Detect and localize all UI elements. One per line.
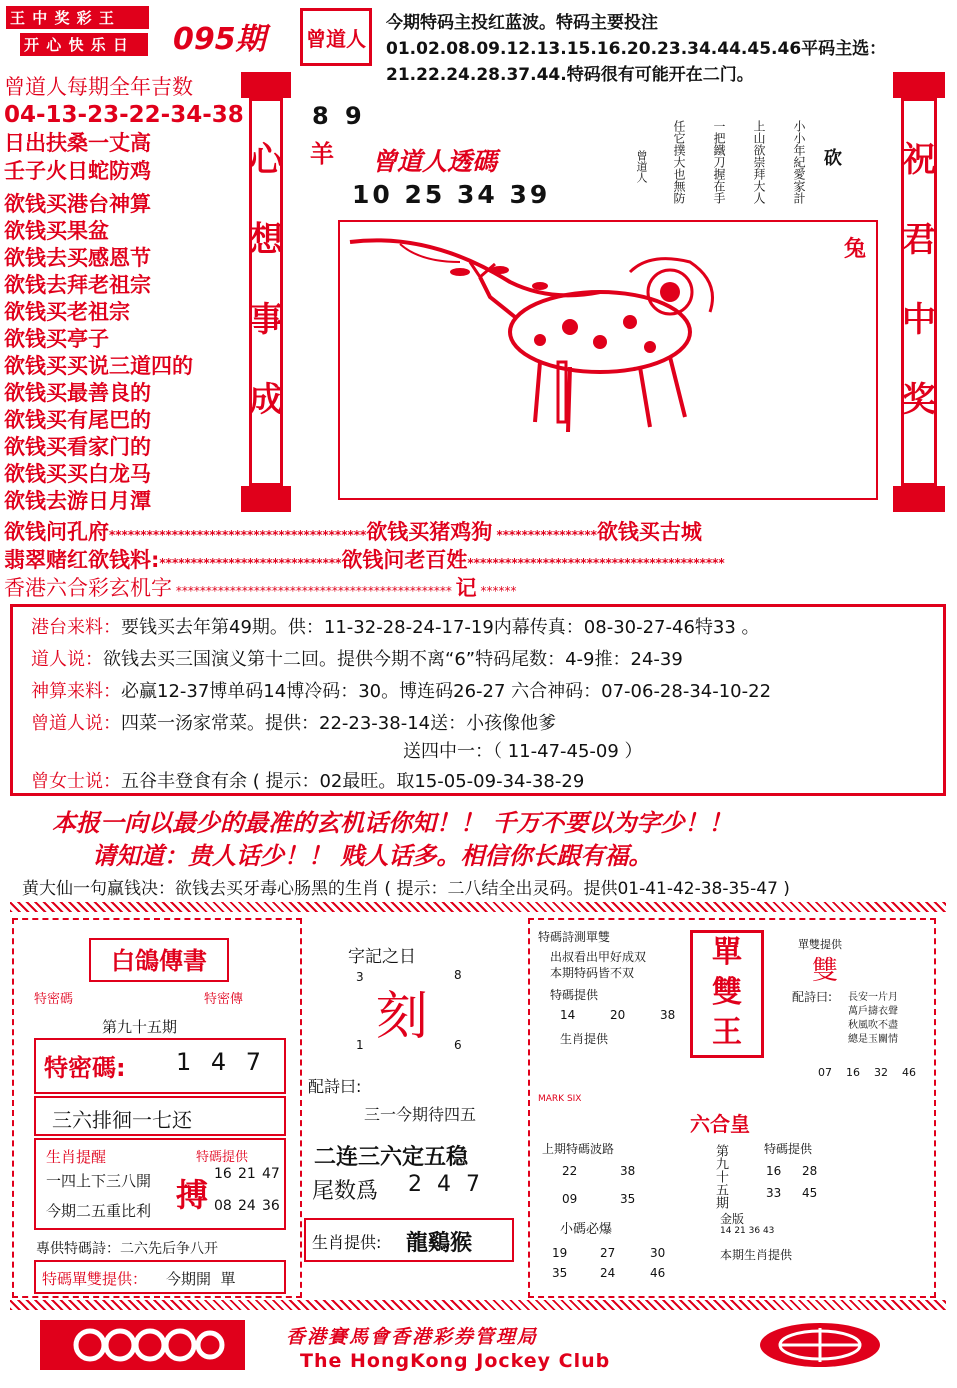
small-code-num: 46 <box>650 1266 666 1280</box>
gold-label: 金版 <box>720 1212 745 1226</box>
dotted-row-1: 欲钱问孔府*****************************************欲钱买猪鸡狗 ****************欲钱买古城 <box>4 520 702 544</box>
small-num: 16 <box>846 1066 860 1079</box>
info-label: 曾道人说： <box>31 713 121 734</box>
dan-shuang-label: 單雙提供 <box>798 938 842 951</box>
stamp-text: 曾道人 <box>306 26 366 51</box>
info-text: 五谷丰登食有余 ( 提示：02最旺。取15-05-09-34-38-29 <box>121 771 585 792</box>
zodiac-provide-box <box>304 1218 514 1262</box>
grid-num: 36 <box>262 1198 280 1214</box>
left-line: 欲钱买有尾巴的 <box>4 408 151 432</box>
info-row <box>31 709 556 735</box>
zodiac-hint-box <box>34 1138 286 1230</box>
lhc-title: 六合皇 <box>690 1112 750 1136</box>
dotted-row-a: 欲钱问孔府 <box>4 520 109 544</box>
dan-shuang-wang-char: 單 <box>712 935 742 970</box>
info-row <box>403 737 643 763</box>
zigzag-divider-bottom <box>10 1300 946 1310</box>
small-code-num: 24 <box>600 1266 616 1280</box>
footer-cn-name: 香港賽馬會香港彩券管理局 <box>286 1326 539 1348</box>
single-double-val: 今期開 單 <box>166 1270 236 1288</box>
scroll-right-char: 祝 <box>902 140 936 180</box>
bottom-mid-panel <box>304 918 522 1298</box>
vertical-poem <box>615 120 835 210</box>
small-num: 07 <box>818 1066 832 1079</box>
dan-shuang-wang-char: 雙 <box>712 975 742 1010</box>
info-row <box>31 645 683 671</box>
day-char-title: 字記之日 <box>348 947 416 967</box>
footer-en-name: The HongKong Jockey Club <box>300 1350 611 1372</box>
small-code-label: 小碼必爆 <box>560 1222 613 1237</box>
special-poem: 專供特碼詩：二六先后争八开 <box>36 1241 218 1257</box>
info-row <box>31 677 771 703</box>
dotted-row-3: 香港六合彩玄机字 ********************************************** 记 ****** <box>4 576 517 600</box>
small-code-num: 35 <box>552 1266 568 1280</box>
tm-num: 16 <box>766 1164 782 1178</box>
info-label: 曾女士说： <box>31 771 121 792</box>
left-line: 欲钱买最善良的 <box>4 381 151 405</box>
info-row <box>31 767 584 793</box>
poem-column: 任它撲大也無防 <box>672 120 686 204</box>
scroll-left <box>241 72 291 512</box>
zodiac-provide-label: 生肖提供: <box>312 1233 382 1252</box>
dotted-row-b: 记 <box>455 576 477 600</box>
footer-left-logo <box>40 1320 245 1370</box>
left-numbers: 04-13-23-22-34-38 <box>4 102 244 128</box>
zodiac-provide-label: 生肖提供 <box>560 1032 609 1046</box>
scroll-right-char: 中 <box>902 300 936 340</box>
info-row <box>31 613 760 639</box>
poem-test-line: 本期特码皆不双 <box>550 966 635 980</box>
line1-box <box>34 1096 286 1136</box>
info-text: 送四中一：（ 11-47-45-09 ） <box>403 741 643 762</box>
left-line: 欲钱去拜老祖宗 <box>4 273 151 297</box>
info-text: 四菜一汤家常菜。提供：22-23-38-14送：小孩像他爹 <box>121 713 557 734</box>
info-label: 道人说： <box>31 649 103 670</box>
center-numbers: 10 25 34 39 <box>352 180 551 209</box>
grid-num: 21 <box>238 1166 256 1182</box>
small-code-num: 19 <box>552 1246 568 1260</box>
center-panel <box>300 100 890 505</box>
pei-poem-line: 萬戶擣衣聲 <box>848 1006 898 1017</box>
center-title: 曾道人透碼 <box>372 147 498 176</box>
poem-column: 一把鐵刀握在手 <box>712 120 726 204</box>
zodiac-hint-text: 一四上下三八開 <box>46 1172 152 1190</box>
period-label: 第九十五期 <box>102 1018 178 1036</box>
big-line: 二连三六定五稳 <box>314 1145 469 1170</box>
zodiac-provide-value: 龍鷄猴 <box>406 1230 473 1256</box>
day-num: 1 <box>356 1038 364 1052</box>
day-num: 3 <box>356 970 364 984</box>
info-text: 要钱买去年第49期。供：11-32-28-24-17-19内幕传真：08-30-27-46特33 。 <box>121 617 760 638</box>
wave-num: 35 <box>620 1192 636 1206</box>
bottom-right-panel <box>528 918 936 1298</box>
center-zodiac: 羊 <box>310 140 334 168</box>
mark-six-text: MARK SIX <box>538 1094 582 1104</box>
special-code-label: 特密碼: <box>44 1054 126 1082</box>
special-code-box <box>34 1038 286 1094</box>
left-line: 欲钱去买感恩节 <box>4 246 151 270</box>
zigzag-divider <box>10 902 946 912</box>
knot-icon <box>40 1320 245 1370</box>
left-line: 欲钱买亭子 <box>4 327 109 351</box>
dotted-row-b: 欲钱买猪鸡狗 <box>366 520 493 544</box>
special-code-nums: 1 4 7 <box>176 1048 268 1076</box>
dan-shuang-char: 雙 <box>812 956 839 986</box>
grid-num: 47 <box>262 1166 280 1182</box>
left-line: 壬子火日蛇防鸡 <box>4 159 151 183</box>
day-char: 刻 <box>376 987 429 1047</box>
provide-label: 特碼提供 <box>550 988 599 1002</box>
grid-num: 08 <box>214 1198 232 1214</box>
provide-num: 20 <box>610 1008 626 1022</box>
zodiac-hint-text-2: 今期二五重比利 <box>46 1202 152 1220</box>
info-label: 港台来料： <box>31 617 121 638</box>
scroll-left-char: 想 <box>249 220 283 260</box>
issue-number: 095期 <box>173 22 266 57</box>
zodiac2-label: 本期生肖提供 <box>720 1248 793 1262</box>
special-provide-label: 特碼提供 <box>196 1150 249 1165</box>
dan-shuang-wang-char: 王 <box>712 1015 742 1050</box>
mark-six-banner <box>538 1094 930 1108</box>
header-logo <box>6 6 156 54</box>
poem-label: 配詩曰: <box>308 1077 362 1096</box>
line1-text: 三六排徊一七还 <box>52 1108 192 1132</box>
single-double-box <box>34 1260 286 1294</box>
huang-daxian-line: 黄大仙一句赢钱决：欲钱去买牙毒心肠黑的生肖 ( 提示：二八结全出灵码。提供01-41-42-38-35-47 ) <box>22 879 790 899</box>
slogan-2: 请知道：贵人话少！！ 贱人话多。相信你长跟有福。 <box>92 841 653 870</box>
slogan-1: 本报一向以最少的最准的玄机话你知！！ 千万不要以为字少！！ <box>52 808 733 837</box>
footer-right-emblem <box>755 1320 885 1370</box>
tm-num: 45 <box>802 1186 818 1200</box>
gold-period: 第九十五期 <box>713 1144 728 1209</box>
grid-num: 16 <box>214 1166 232 1182</box>
pei-poem-line: 秋風吹不盡 <box>848 1020 898 1031</box>
pigeon-title: 白鴿傳書 <box>111 946 207 975</box>
poem-column: 小小年紀愛家計 <box>792 120 806 204</box>
dotted-row-a: 翡翠赌红欲钱料: <box>4 548 160 572</box>
day-num: 6 <box>454 1038 462 1052</box>
scroll-left-char: 事 <box>249 300 283 340</box>
poem-test-line: 出叔看出甲好成双 <box>550 950 647 964</box>
day-num: 8 <box>454 968 462 982</box>
tail-label: 尾数爲 <box>312 1179 379 1204</box>
left-line: 欲钱买看家门的 <box>4 435 151 459</box>
left-line: 欲钱买买说三道四的 <box>4 354 193 378</box>
stamp-seal <box>300 8 372 66</box>
scroll-left-char: 心 <box>249 140 283 180</box>
tail-value: 2 4 7 <box>408 1172 484 1197</box>
single-double-label: 特碼單雙提供： <box>42 1270 148 1288</box>
illustration-frame <box>338 220 878 500</box>
pigeon-side-left: 特密碼 <box>34 992 74 1007</box>
dan-shuang-wang-box <box>690 930 764 1058</box>
small-code-num: 27 <box>600 1246 616 1260</box>
pei-poem-line: 長安一片月 <box>848 992 898 1003</box>
poem-column: 曾道人 <box>635 150 648 183</box>
logo-line-1: 王 中 奖 彩 王 <box>6 6 149 29</box>
wave-num: 38 <box>620 1164 636 1178</box>
wave-num: 09 <box>562 1192 578 1206</box>
small-code-num: 30 <box>650 1246 666 1260</box>
wave-label: 上期特碼波路 <box>542 1142 615 1156</box>
left-line: 日出扶桑一丈高 <box>4 131 151 155</box>
header-announcement: 今期特码主投红蓝波。特码主要投注01.02.08.09.12.13.15.16.20.23.34.44.45.46平码主选：21.22.24.28.37.44.特码很有可能开在二门。 <box>386 13 887 85</box>
pigeon-side-right: 特密傳 <box>204 992 244 1007</box>
left-line: 欲钱去游日月潭 <box>4 489 151 513</box>
info-box <box>10 604 946 796</box>
small-num: 32 <box>874 1066 888 1079</box>
dotted-row-c: 欲钱买古城 <box>596 520 702 544</box>
provide-num: 14 <box>560 1008 576 1022</box>
dotted-row-b: 欲钱问老百姓 <box>341 548 468 572</box>
big-char-bo: 搏 <box>176 1176 209 1214</box>
center-chop: 砍 <box>824 148 842 169</box>
left-title: 曾道人每期全年吉数 <box>4 75 193 99</box>
info-text: 欲钱去买三国演义第十二回。提供今期不离“6”特码尾数：4-9推：24-39 <box>103 649 683 670</box>
zodiac-hint-label: 生肖提醒 <box>46 1148 107 1166</box>
scroll-right-char: 君 <box>902 220 936 260</box>
tm-num: 33 <box>766 1186 782 1200</box>
poem-column: 上山欲崇拜大人 <box>752 120 766 204</box>
tm-label: 特碼提供 <box>764 1142 813 1156</box>
jockey-club-emblem-icon <box>755 1320 885 1370</box>
center-top-numbers: 8 9 <box>312 102 366 130</box>
poem-test-title: 特碼詩測單雙 <box>538 930 611 944</box>
dotted-row-2: 翡翠赌红欲钱料:*****************************欲钱问老百姓***************************************** <box>4 548 725 572</box>
poem-line: 三一今期待四五 <box>364 1105 477 1124</box>
left-line: 欲钱买港台神算 <box>4 192 151 216</box>
deer-illustration <box>340 222 876 498</box>
scroll-right <box>893 72 945 512</box>
scroll-right-char: 奖 <box>902 380 936 420</box>
info-text: 必赢12-37博单码14博冷码：30。博连码26-27 六合神码：07-06-28-34-10-22 <box>121 681 772 702</box>
bottom-left-panel <box>12 918 302 1298</box>
wave-num: 22 <box>562 1164 578 1178</box>
tm-num: 28 <box>802 1164 818 1178</box>
left-line: 欲钱买果盆 <box>4 219 109 243</box>
rabbit-label: 兔 <box>843 237 866 262</box>
small-num: 46 <box>902 1066 916 1079</box>
left-line: 欲钱买老祖宗 <box>4 300 130 324</box>
scroll-left-char: 成 <box>249 380 283 420</box>
pei-poem-label: 配詩曰: <box>792 990 833 1004</box>
provide-num: 38 <box>660 1008 676 1022</box>
info-label: 神算来料： <box>31 681 121 702</box>
dotted-row-a: 香港六合彩玄机字 <box>4 576 172 600</box>
grid-num: 24 <box>238 1198 256 1214</box>
pigeon-title-box <box>89 938 229 982</box>
left-line: 欲钱买买白龙马 <box>4 462 151 486</box>
lottery-nums: 14 21 36 43 <box>720 1226 775 1236</box>
pei-poem-line: 總是玉關情 <box>848 1034 898 1045</box>
logo-line-2: 开 心 快 乐 日 <box>20 33 148 56</box>
